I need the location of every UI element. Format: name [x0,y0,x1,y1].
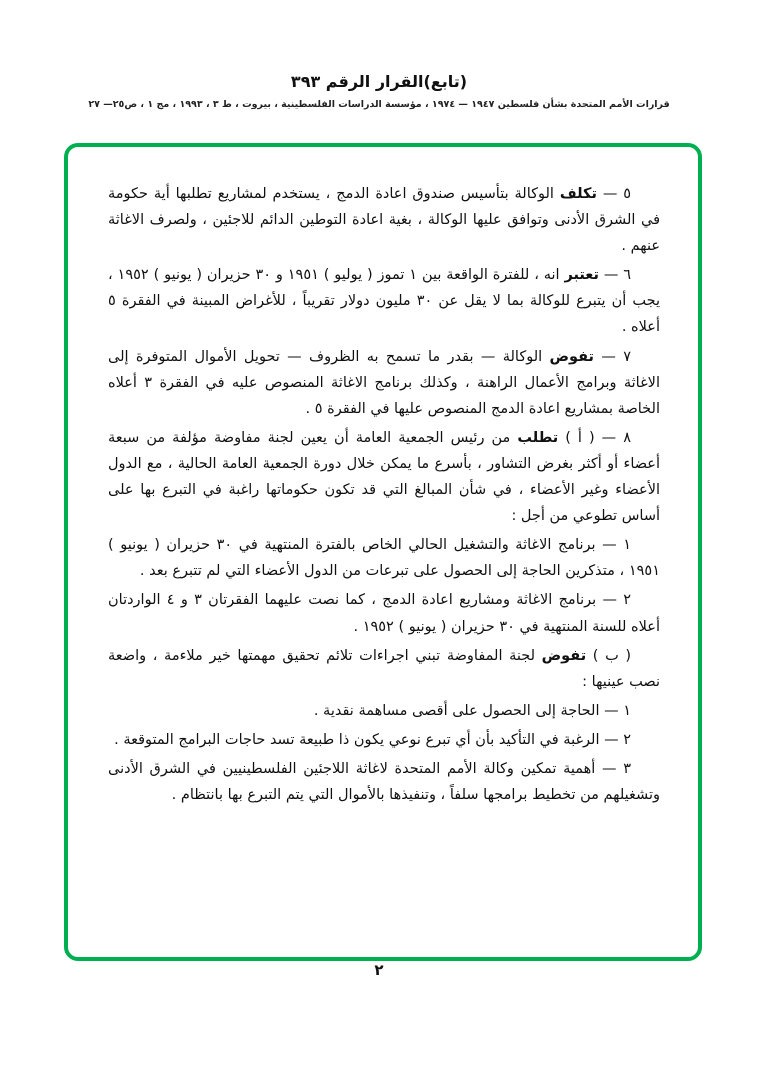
page-number: ٢ [374,961,384,979]
paragraph-text: الرغبة في التأكيد بأن أي تبرع نوعي يكون ذا طبيعة تسد حاجات البرامج المتوقعة . [114,731,600,748]
paragraph-number: ٥ — [596,186,632,202]
paragraph-5 [108,181,660,259]
paragraph-text: أهمية تمكين وكالة الأمم المتحدة لاغاثة اللاجئين الفلسطينيين في الشرق الأدنى وتشغيلهم من تخطيط برامجها سلفاً ، وتنفيذها بالأموال التي يتم التبرع بها بانتظام . [108,760,660,804]
paragraph-number: ( ب ) [586,647,631,664]
paragraph-keyword: تكلف [559,186,597,202]
paragraph-keyword: تطلب [517,429,559,446]
subitem-a-1 [108,532,660,584]
document-title: (تابع)القرار الرقم ٣٩٣ [290,72,468,91]
paragraph-text: الحاجة إلى الحصول على أقصى مساهمة نقدية . [313,702,600,719]
paragraph-number: ١ — [599,702,631,719]
content-text-block [68,147,698,841]
paragraph-number: ٨ — ( أ ) [558,429,631,446]
paragraph-text: من رئيس الجمعية العامة أن يعين لجنة مفاوضة مؤلفة من سبعة أعضاء أو أكثر بغرض التشاور ، بأسرع ما يمكن خلال دورة الجمعية العامة الحالية ، مع الدول الأعضاء وغير الأعضاء ، في شأن المبالغ التي قد تكون حكوماتها راغبة في التبرع بها على أساس تطوعي من أجل : [108,429,660,525]
subitem-a-2 [108,587,660,639]
paragraph-number: ٣ — [595,760,631,777]
paragraph-text: الوكالة بتأسيس صندوق اعادة الدمج ، يستخدم لمشاريع تطلبها أية حكومة في الشرق الأدنى وتوافق عليها الوكالة ، بغية اعادة التوطين الدائم للاجئين ، ولصرف الاغاثة عنهم . [108,186,660,255]
document-source-line: قرارات الأمم المتحدة بشأن فلسطين ١٩٤٧ — ١٩٧٤ ، مؤسسة الدراسات الفلسطينية ، بيروت ، ط ٣ ، ١٩٩٣ ، مج ١ ، ص٢٥— ٢٧ [88,99,670,110]
paragraph-number: ٦ — [598,267,631,284]
paragraph-text: لجنة المفاوضة تبني اجراءات تلائم تحقيق مهمتها خير ملاءمة ، واضعة نصب عينيها : [108,647,660,690]
paragraph-6 [108,262,660,340]
document-header [0,0,758,110]
paragraph-text: برنامج الاغاثة ومشاريع اعادة الدمج ، كما نصت عليهما الفقرتان ٣ و ٤ الواردتان أعلاه للسنة المنتهية في ٣٠ حزيران ( يونيو ) ١٩٥٢ . [108,592,660,635]
paragraph-7 [108,344,660,422]
paragraph-text: برنامج الاغاثة والتشغيل الحالي الخاص بالفترة المنتهية في ٣٠ حزيران ( يونيو ) ١٩٥١ ، متذكرين الحاجة إلى الحصول على تبرعات من الدول الأعضاء التي لم تتبرع بعد . [108,537,660,580]
subitem-b-1 [108,698,660,724]
paragraph-number: ٢ — [599,731,631,748]
paragraph-keyword: تفوض [549,348,594,365]
paragraph-number: ١ — [595,537,631,554]
subitem-b-2 [108,727,660,753]
paragraph-text: الوكالة — بقدر ما تسمح به الظروف — تحويل الأموال المتوفرة إلى الاغاثة وبرامج الأعمال الراهنة ، وكذلك برنامج الاغاثة المنصوص عليه في الفقرة ٣ أعلاه الخاصة بمشاريع اعادة الدمج المنصوص عليها في الفقرة ٥ . [108,348,660,417]
subitem-b-3 [108,756,660,808]
content-box [64,143,702,961]
paragraph-8b [108,643,660,695]
paragraph-text: انه ، للفترة الواقعة بين ١ تموز ( يوليو ) ١٩٥١ و ٣٠ حزيران ( يونيو ) ١٩٥٢ ، يجب أن يتبرع للوكالة بما لا يقل عن ٣٠ مليون دولار تقريباً ، للأغراض المبينة في الفقرة ٥ أعلاه . [108,267,660,336]
paragraph-keyword: تفوض [541,647,587,664]
paragraph-number: ٢ — [596,592,632,609]
paragraph-keyword: تعتبر [564,267,599,284]
page-footer [0,960,758,979]
paragraph-number: ٧ — [594,348,631,365]
paragraph-8a [108,425,660,529]
